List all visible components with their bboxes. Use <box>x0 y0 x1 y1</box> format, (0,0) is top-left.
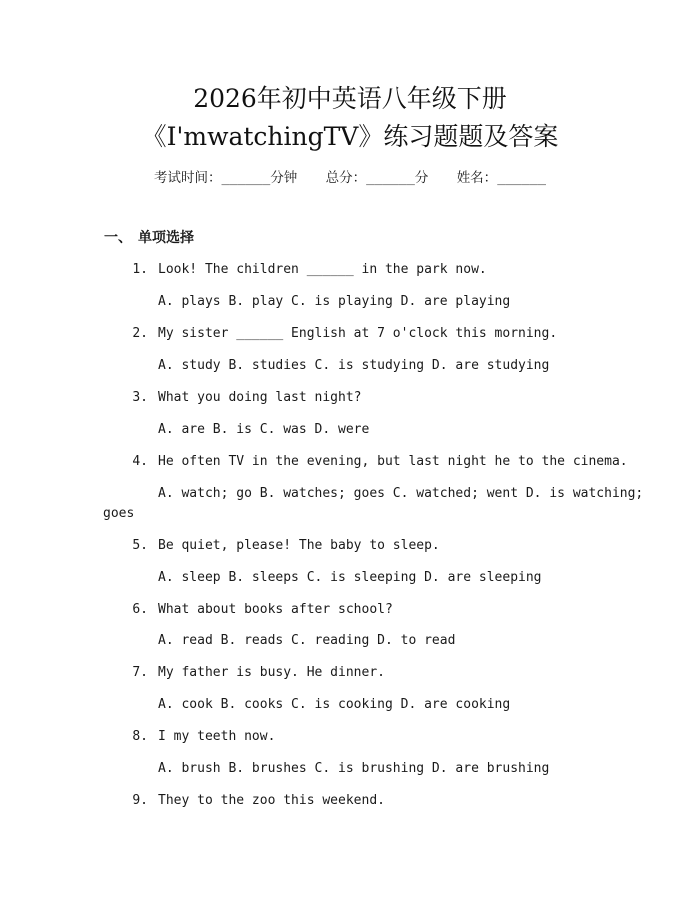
question-number: 5. <box>132 538 148 553</box>
exam-time-unit: 分钟 <box>270 170 298 186</box>
question-6-options: A. read B. reads C. reading D. to read <box>158 633 456 648</box>
total-score-label: 总分： <box>325 170 367 186</box>
page-title-line-1: 2026年初中英语八年级下册 <box>193 84 507 113</box>
question-7-options: A. cook B. cooks C. is cooking D. are cooking <box>158 697 511 712</box>
exam-time <box>154 168 297 188</box>
question-1-options: A. plays B. play C. is playing D. are playing <box>158 294 511 309</box>
question-2-options: A. study B. studies C. is studying D. are studying <box>158 358 550 373</box>
question-text: What about books after school? <box>158 602 393 617</box>
question-text: They to the zoo this weekend. <box>158 793 385 808</box>
section-title: 单项选择 <box>138 230 194 246</box>
student-name <box>457 168 546 188</box>
question-2 <box>130 324 650 344</box>
question-text: Look! The children ______ in the park now. <box>158 262 487 277</box>
exam-info <box>0 168 700 188</box>
question-8-options: A. brush B. brushes C. is brushing D. are brushing <box>158 761 550 776</box>
question-number: 2. <box>132 326 148 341</box>
question-text: Be quiet, please! The baby to sleep. <box>158 538 440 553</box>
question-4 <box>130 452 650 472</box>
section-number: 一、 <box>104 230 132 246</box>
question-number: 4. <box>132 454 148 469</box>
question-6 <box>130 600 650 620</box>
question-3 <box>130 388 650 408</box>
question-7 <box>130 663 650 683</box>
question-number: 3. <box>132 390 148 405</box>
question-9 <box>130 791 650 811</box>
question-3-options: A. are B. is C. was D. were <box>158 422 370 437</box>
total-score-blank: ______ <box>366 170 415 186</box>
page-title-line-2: 《I'mwatchingTV》练习题题及答案 <box>141 122 559 151</box>
question-1 <box>130 260 650 280</box>
question-text: I my teeth now. <box>158 729 276 744</box>
exam-time-label: 考试时间： <box>154 170 222 186</box>
section-heading <box>104 228 194 248</box>
question-number: 8. <box>132 729 148 744</box>
question-text: He often TV in the evening, but last night he to the cinema. <box>158 454 628 469</box>
question-text: What you doing last night? <box>158 390 362 405</box>
total-score <box>326 168 429 188</box>
question-4-options-continued: goes <box>103 506 135 521</box>
exam-time-blank: ______ <box>221 170 271 186</box>
question-text: My sister ______ English at 7 o'clock this morning. <box>158 326 558 341</box>
question-5 <box>130 536 650 556</box>
question-4-options: A. watch; go B. watches; goes C. watched; went D. is watching; <box>158 486 644 501</box>
total-score-unit: 分 <box>414 170 429 186</box>
question-text: My father is busy. He dinner. <box>158 665 385 680</box>
question-number: 9. <box>132 793 148 808</box>
question-number: 6. <box>132 602 148 617</box>
student-name-label: 姓名： <box>456 170 498 186</box>
question-8 <box>130 727 650 747</box>
student-name-blank: ______ <box>497 170 546 186</box>
question-5-options: A. sleep B. sleeps C. is sleeping D. are sleeping <box>158 570 542 585</box>
question-number: 7. <box>132 665 148 680</box>
question-number: 1. <box>132 262 148 277</box>
